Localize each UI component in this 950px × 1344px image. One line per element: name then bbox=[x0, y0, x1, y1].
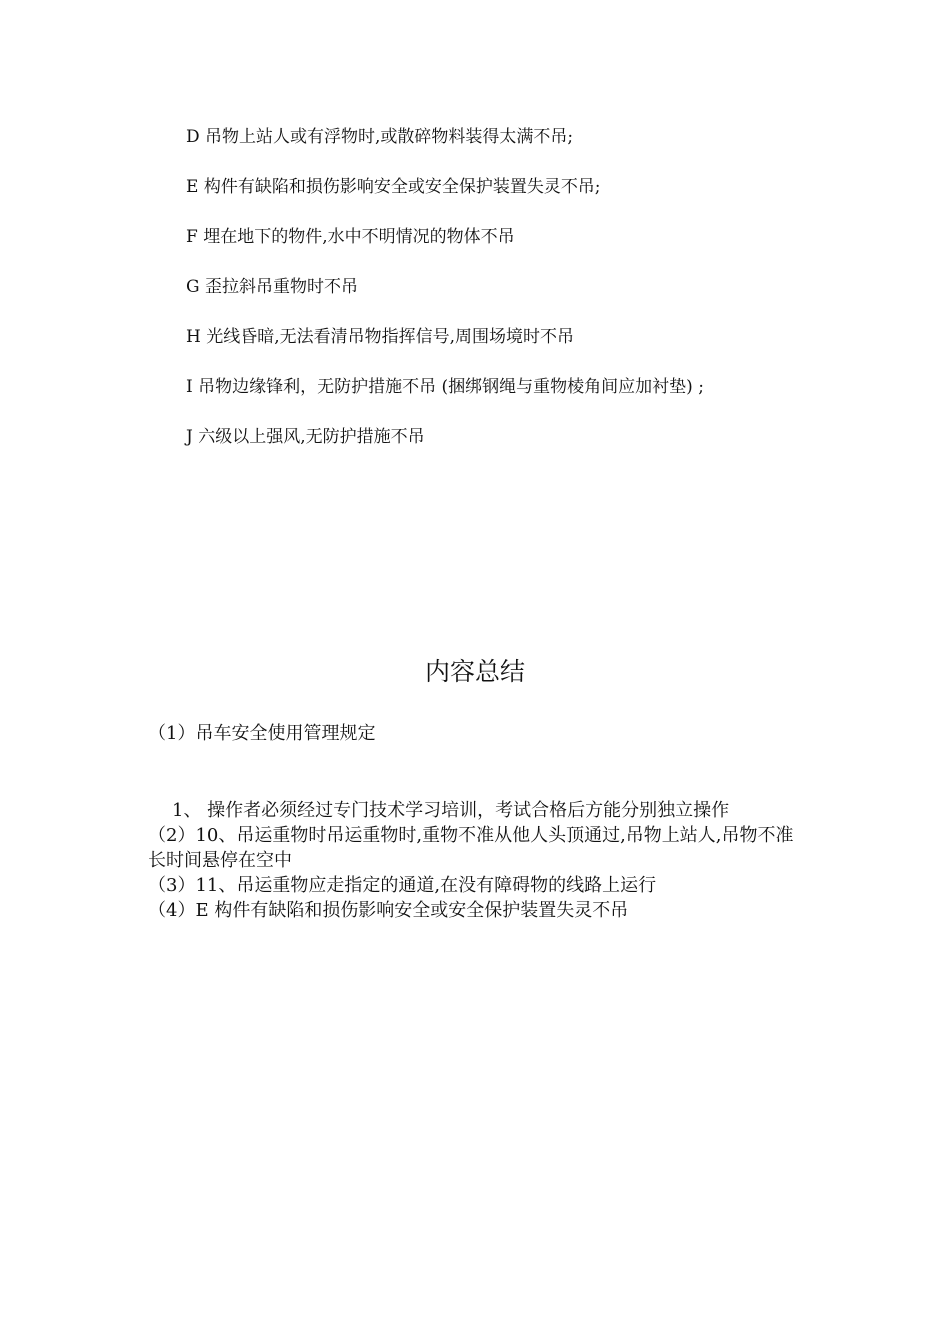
summary-title: 内容总结 bbox=[424, 657, 525, 686]
summary-paragraph-2: （2）10、吊运重物时吊运重物时,重物不准从他人头顶通过,吊物上站人,吊物不准长时间悬停在空中 bbox=[148, 825, 794, 871]
rule-item-f: F 埋在地下的物件,水中不明情况的物体不吊 bbox=[186, 227, 515, 247]
summary-body bbox=[148, 722, 808, 923]
rule-item-h: H 光线昏暗,无法看清吊物指挥信号,周围场境时不吊 bbox=[186, 327, 575, 347]
summary-paragraph-4: （4）E 构件有缺陷和损伤影响安全或安全保护装置失灵不吊 bbox=[148, 900, 629, 921]
rule-item-i: I 吊物边缘锋利，无防护措施不吊 (捆绑钢绳与重物棱角间应加衬垫) ; bbox=[186, 377, 704, 397]
rule-item-d: D 吊物上站人或有浮物时,或散碎物料装得太满不吊; bbox=[186, 127, 574, 147]
rule-item-g: G 歪拉斜吊重物时不吊 bbox=[186, 277, 358, 297]
summary-paragraph-1: 1、 操作者必须经过专门技术学习培训，考试合格后方能分别独立操作 bbox=[172, 800, 730, 821]
rule-item-e: E 构件有缺陷和损伤影响安全或安全保护装置失灵不吊; bbox=[186, 177, 601, 197]
lifting-rules-list bbox=[186, 126, 826, 476]
summary-heading: （1）吊车安全使用管理规定 bbox=[148, 723, 376, 744]
summary-paragraph-3: （3）11、吊运重物应走指定的通道,在没有障碍物的线路上运行 bbox=[148, 875, 657, 896]
rule-item-j: J 六级以上强风,无防护措施不吊 bbox=[186, 427, 425, 447]
